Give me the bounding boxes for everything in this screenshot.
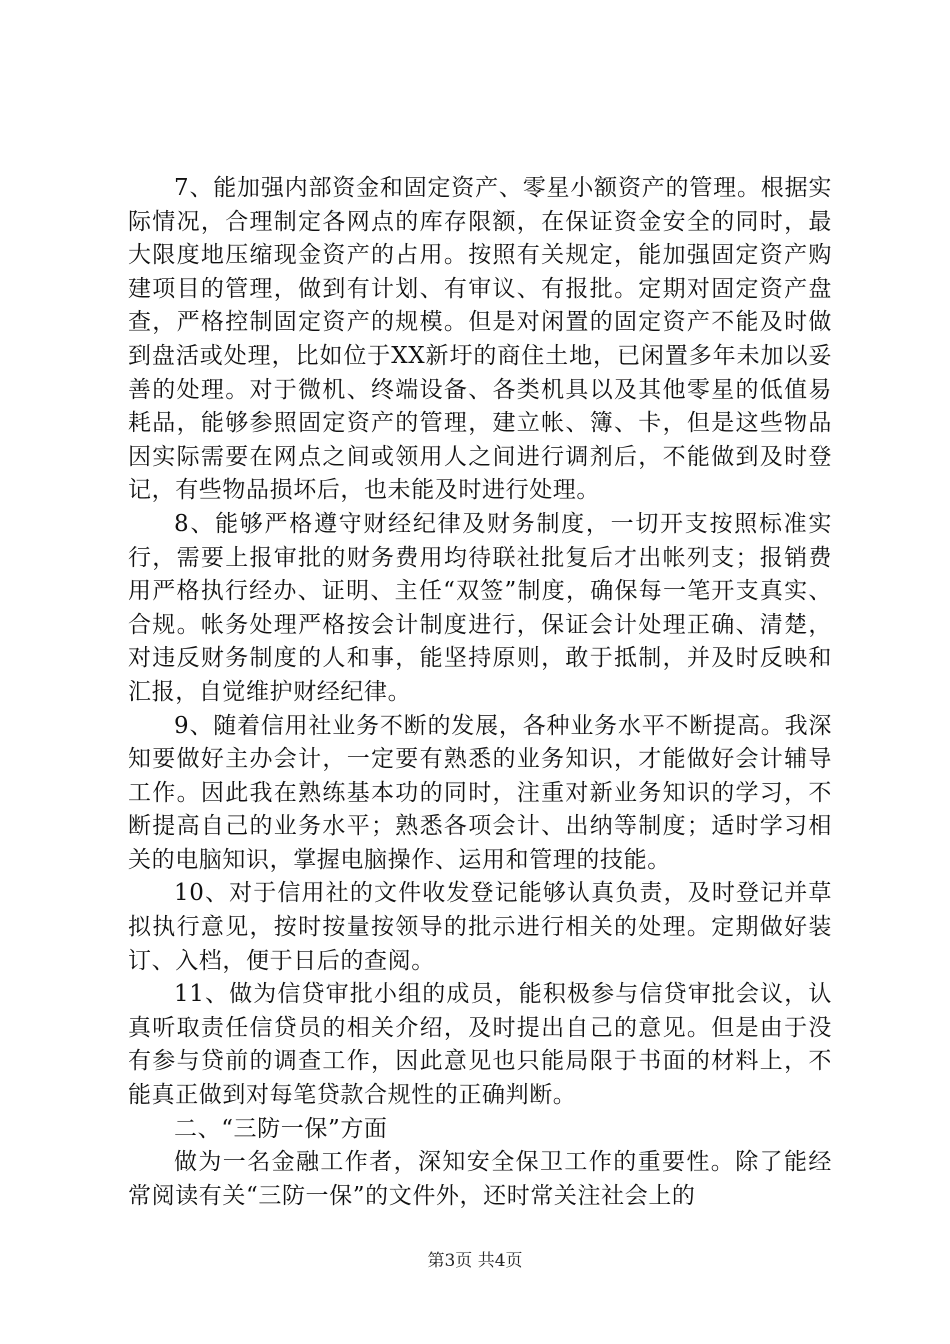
paragraph-7: 7、能加强内部资金和固定资产、零星小额资产的管理。根据实际情况，合理制定各网点的库存限额，在保证资金安全的同时，最大限度地压缩现金资产的占用。按照有关规定，能加强固定资产购建项目的管理，做到有计划、有审议、有报批。定期对固定资产盘查，严格控制固定资产的规模。但是对闲置的固定资产不能及时做到盘活或处理，比如位于XX新圩的商住土地，已闲置多年未加以妥善的处理。对于微机、终端设备、各类机具以及其他零星的低值易耗品，能够参照固定资产的管理，建立帐、簿、卡，但是这些物品因实际需要在网点之间或领用人之间进行调剂后，不能做到及时登记，有些物品损坏后，也未能及时进行处理。: [128, 175, 832, 504]
paragraph-11: 11、做为信贷审批小组的成员，能积极参与信贷审批会议，认真听取责任信贷员的相关介绍，及时提出自己的意见。但是由于没有参与贷前的调查工作，因此意见也只能局限于书面的材料上，不能真正做到对每笔贷款合规性的正确判断。: [128, 981, 832, 1109]
page-number: 第3页 共4页: [427, 1251, 523, 1271]
section-heading: 二、“三防一保”方面: [174, 1115, 388, 1142]
paragraph-10: 10、对于信用社的文件收发登记能够认真负责，及时登记并草拟执行意见，按时按量按领导的批示进行相关的处理。定期做好装订、入档，便于日后的查阅。: [128, 880, 832, 974]
document-body: [128, 172, 832, 1213]
paragraph-9: 9、随着信用社业务不断的发展，各种业务水平不断提高。我深知要做好主办会计，一定要有熟悉的业务知识，才能做好会计辅导工作。因此我在熟练基本功的同时，注重对新业务知识的学习，不断提高自己的业务水平；熟悉各项会计、出纳等制度；适时学习相关的电脑知识，掌握电脑操作、运用和管理的技能。: [128, 712, 832, 873]
paragraph-security: 做为一名金融工作者，深知安全保卫工作的重要性。除了能经常阅读有关“三防一保”的文件外，还时常关注社会上的: [128, 1149, 832, 1209]
page-footer: [0, 1246, 950, 1271]
paragraph-8: 8、能够严格遵守财经纪律及财务制度，一切开支按照标准实行，需要上报审批的财务费用均待联社批复后才出帐列支；报销费用严格执行经办、证明、主任“双签”制度，确保每一笔开支真实、合规。帐务处理严格按会计制度进行，保证会计处理正确、清楚，对违反财务制度的人和事，能坚持原则，敢于抵制，并及时反映和汇报，自觉维护财经纪律。: [128, 510, 832, 705]
